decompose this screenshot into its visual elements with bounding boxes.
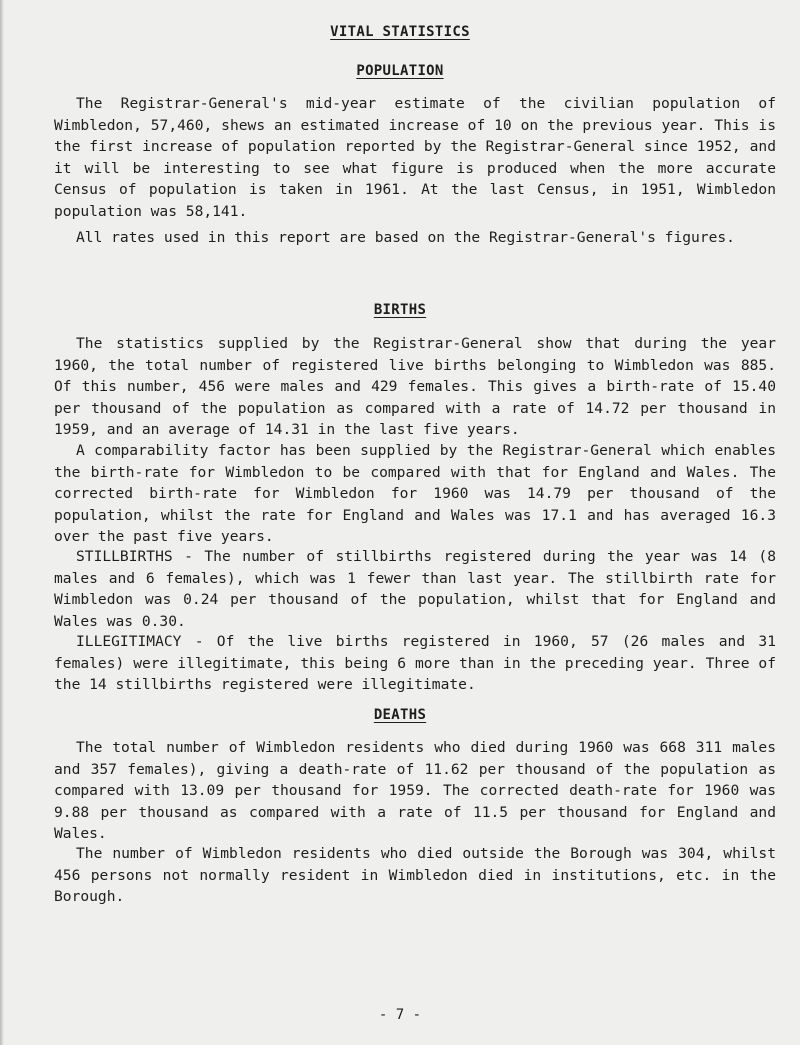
deaths-heading: DEATHS xyxy=(373,707,427,723)
illegitimacy-paragraph: ILLEGITIMACY - Of the live births registered in 1960, 57 (26 males and 31 females) were illegitimate, this being 6 more than in the preceding year. Three of the 14 stillbirths registered were illegitimate. xyxy=(54,633,776,694)
births-paragraph-2: A comparability factor has been supplied by the Registrar-General which enables the birth-rate for Wimbledon to be compared with that for England and Wales. The corrected birth-rate for Wimbledon for 1960 was 14.79 per thousand of the population, whilst the rate for England and Wales was 17.1 and has averaged 16.3 over the past five years. xyxy=(54,442,776,546)
page-title: VITAL STATISTICS xyxy=(330,24,470,40)
binding-edge xyxy=(0,0,4,1045)
deaths-paragraph-2: The number of Wimbledon residents who died outside the Borough was 304, whilst 456 persons not normally resident in Wimbledon died in institutions, etc. in the Borough. xyxy=(54,845,776,906)
page-number: - 7 - xyxy=(378,1007,422,1023)
births-heading: BIRTHS xyxy=(373,302,427,318)
deaths-paragraph-1: The total number of Wimbledon residents who died during 1960 was 668 311 males and 357 females), giving a death-rate of 11.62 per thousand of the population as compared with 13.09 per thousand for 1959. The corrected death-rate for 1960 was 9.88 per thousand as compared with a rate of 11.5 per thousand for England and Wales. xyxy=(54,739,776,843)
population-heading: POPULATION xyxy=(356,63,444,79)
population-paragraph-2: All rates used in this report are based on the Registrar-General's figures. xyxy=(76,229,735,246)
population-paragraph-1: The Registrar-General's mid-year estimate of the civilian population of Wimbledon, 57,460, shews an estimated increase of 10 on the previous year. This is the first increase of population reported by the Registrar-General since 1952, and it will be interesting to see what figure is produced when the more accurate Census of population is taken in 1961. At the last Census, in 1951, Wimbledon population was 58,141. xyxy=(54,95,776,220)
births-paragraph-1: The statistics supplied by the Registrar-General show that during the year 1960, the total number of registered live births belonging to Wimbledon was 885. Of this number, 456 were males and 429 females. This gives a birth-rate of 15.40 per thousand of the population as compared with a rate of 14.72 per thousand in 1959, and an average of 14.31 in the last five years. xyxy=(54,335,776,439)
stillbirths-paragraph: STILLBIRTHS - The number of stillbirths registered during the year was 14 (8 males and 6 females), which was 1 fewer than last year. The stillbirth rate for Wimbledon was 0.24 per thousand of the population, whilst that for England and Wales was 0.30. xyxy=(54,548,776,630)
